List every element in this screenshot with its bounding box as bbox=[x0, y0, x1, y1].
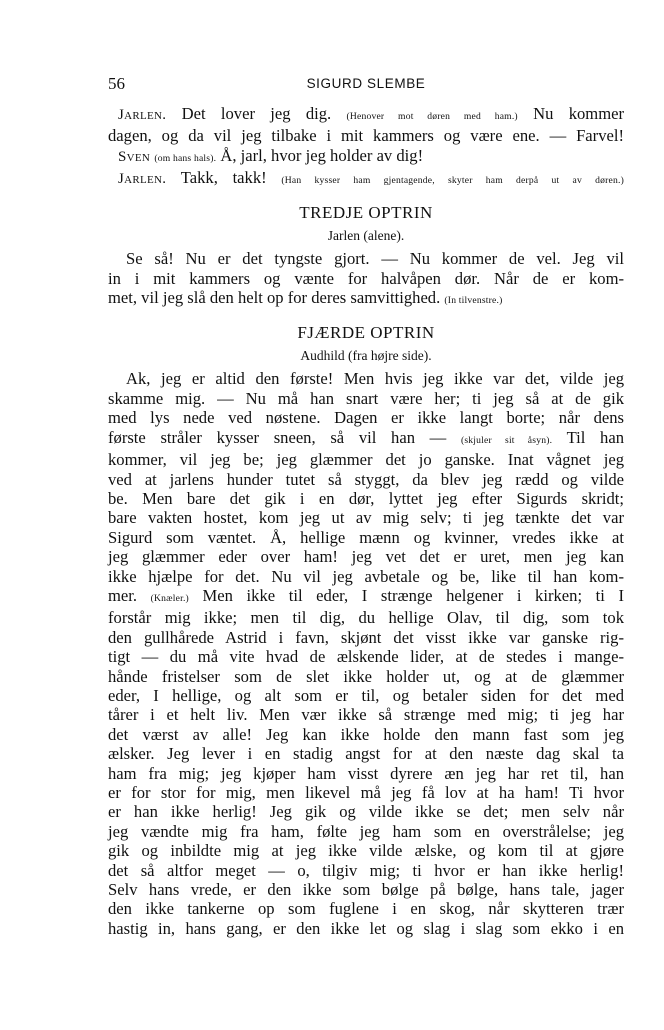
text-line: gik og inbildte mig at jeg ikke vilde ælske, og kom til at gjøre bbox=[108, 841, 624, 861]
text-line: ham fra mig; jeg kjøper ham visst dyrere æn jeg har ret til, han bbox=[108, 763, 624, 783]
text-line: hånde fristelser som de slet ikke holder ut, og at de glæmmer bbox=[108, 666, 624, 686]
dialogue-line bbox=[108, 146, 624, 168]
text-line: Selv hans vrede, er den ikke som bølge på bølge, hans tale, jager bbox=[108, 880, 624, 900]
text-line: er han ikke herlig! Jeg gik og vilde ikke se det; men selv når bbox=[108, 802, 624, 822]
speaker-name: Sven bbox=[118, 148, 151, 165]
text-line: Ak, jeg er altid den første! Men hvis jeg ikke var det, vilde jeg bbox=[126, 369, 624, 389]
text-line bbox=[108, 428, 624, 450]
stage-direction: (Henover mot døren med ham.) bbox=[346, 111, 518, 122]
speech-text: første stråler kysser sneen, så vil han — bbox=[108, 427, 461, 447]
text-line: be. Men bare det gik i en dør, lyttet jeg efter Sigurds skridt; bbox=[108, 488, 624, 508]
text-line: hastig in, hans gang, er den ikke let og slag i slag som ekko i en bbox=[108, 918, 624, 938]
text-line: den ikke tankerne op som fuglene i en skog, når skytteren trær bbox=[108, 899, 624, 919]
text-line: eder, I hellige, og alt som er til, og betaler siden for det med bbox=[108, 685, 624, 705]
speech-text: Å, jarl, hvor jeg holder av dig! bbox=[216, 145, 424, 165]
text-line: Sigurd som væntet. Å, hellige mænn og kvinner, vredes ikke at bbox=[108, 527, 624, 547]
stage-direction: (skjuler sit åsyn). bbox=[460, 434, 553, 446]
text-line: den gullhårede Astrid i favn, skjønt det visst ikke var ganske rig- bbox=[108, 627, 624, 647]
text-line: bare vakten hostet, kom jeg ut av mig selv; ti jeg tænkte det var bbox=[108, 508, 624, 528]
speech-text: Men ikke til eder, I strænge helgener i kirken; ti I bbox=[188, 585, 624, 605]
text-line bbox=[108, 586, 624, 608]
page-number: 56 bbox=[108, 74, 125, 93]
dialogue-line bbox=[108, 168, 624, 190]
text-line: det så altfor meget — o, tilgiv mig; ti hvor er han ikke herlig! bbox=[108, 860, 624, 880]
text-line: ved at jarlens hunder tutet så styggt, da blev jeg rædd og vilde bbox=[108, 469, 624, 489]
text-line: ikke hjælpe for det. Nu vil jeg avbetale og be, like til han kom- bbox=[108, 566, 624, 586]
speech-text: Nu kommer bbox=[517, 104, 624, 123]
text-line: forstår mig ikke; men til dig, du hellige Olav, til dig, som tok bbox=[108, 608, 624, 628]
text-line bbox=[108, 288, 624, 310]
running-head: SIGURD SLEMBE bbox=[306, 76, 426, 91]
speech-text: Takk, takk! bbox=[166, 168, 282, 188]
stage-direction: (In tilvenstre.) bbox=[444, 295, 503, 307]
stage-direction: (Knæler.) bbox=[150, 592, 189, 604]
scene-character-note: Jarlen (alene). bbox=[327, 228, 405, 244]
speaker-name: Jarlen. bbox=[118, 171, 167, 188]
text-line: skamme mig. — Nu må han snart være her; ti jeg så at de gik bbox=[108, 388, 624, 408]
page-header bbox=[108, 74, 624, 98]
speech-text: mer. bbox=[108, 585, 151, 605]
scene-heading: FJÆRDE OPTRIN bbox=[297, 322, 435, 342]
stage-direction: (om hans hals). bbox=[154, 152, 217, 164]
text-line: ælsker. Jeg lever i en stadig angst for at den næste dag skal ta bbox=[108, 744, 624, 764]
text-line: tårer i et helt liv. Men vær ikke så strænge med mig; ti jeg har bbox=[108, 705, 624, 725]
scene-heading: TREDJE OPTRIN bbox=[299, 202, 433, 222]
text-line: jeg glæmmer eder over ham! jeg vet det er uret, men jeg kan bbox=[108, 547, 624, 567]
stage-direction: (Han kysser ham gjentagende, skyter ham derpå ut av døren.) bbox=[281, 175, 624, 187]
text-line: Se så! Nu er det tyngste gjort. — Nu kommer de vel. Jeg vil bbox=[126, 249, 624, 269]
text-line: tigt — du må vite hvad de ælskende lider, at de stedes i mange- bbox=[108, 647, 624, 667]
text-line: in i mit kammers og vænte for halvåpen dør. Når de er kom- bbox=[108, 268, 624, 288]
text-line: er for stor for mig, men likevel må jeg få lov at ha ham! Ti hvor bbox=[108, 783, 624, 802]
page-body bbox=[108, 104, 624, 938]
dialogue-line bbox=[108, 104, 624, 126]
dialogue-line: dagen, og da vil jeg tilbake i mit kammers og være ene. — Farvel! bbox=[108, 126, 624, 146]
speaker-name: Jarlen. bbox=[118, 107, 167, 123]
text-line: kommer, vil jeg be; jeg glæmmer det jo ganske. Inat vågnet jeg bbox=[108, 450, 624, 470]
text-line: jeg vændte mig fra ham, følte jeg ham som en overstrålelse; jeg bbox=[108, 821, 624, 841]
speech-text: Til han bbox=[552, 427, 625, 447]
scene-character-note: Audhild (fra højre side). bbox=[300, 348, 432, 364]
speech-text: met, vil jeg slå den helt op for deres samvittighed. bbox=[108, 288, 445, 308]
text-line: med lys nede ved nøstene. Dagen er ikke langt borte; når dens bbox=[108, 408, 624, 428]
text-line: det værst av alle! Jeg kan ikke holde den mann fast som jeg bbox=[108, 724, 624, 744]
speech-text: Det lover jeg dig. bbox=[166, 104, 347, 123]
